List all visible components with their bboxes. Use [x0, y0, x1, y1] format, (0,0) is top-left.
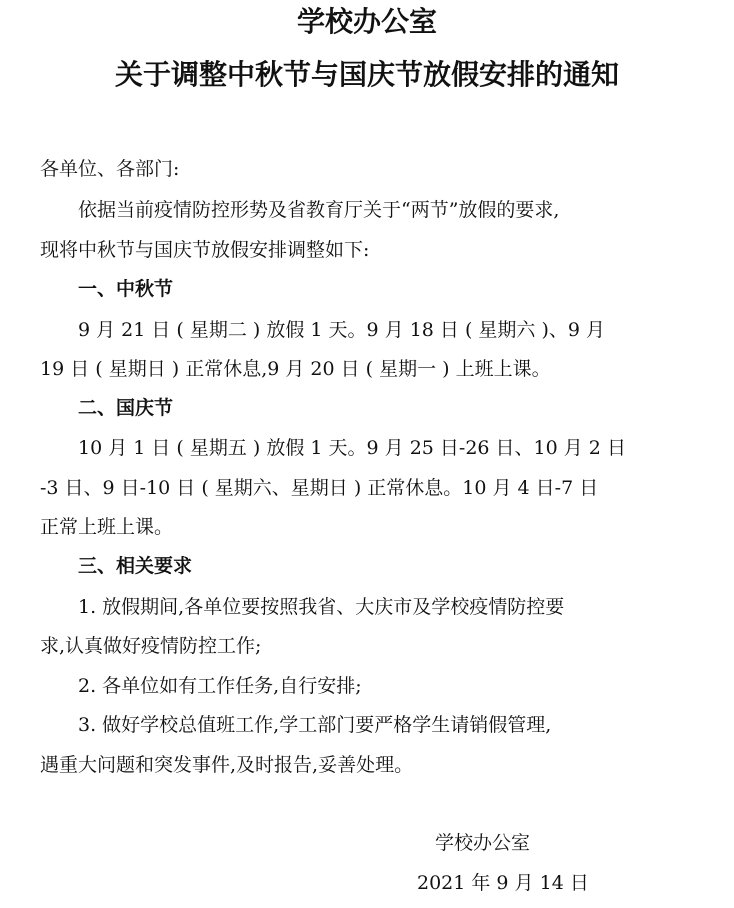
requirement-item-line: 2. 各单位如有工作任务,自行安排;	[78, 675, 362, 697]
section-heading-requirements: 三、相关要求	[78, 555, 193, 577]
signature-organization: 学校办公室	[435, 832, 531, 854]
requirement-item-line: 1. 放假期间,各单位要按照我省、大庆市及学校疫情防控要	[78, 596, 565, 618]
section-mid-autumn-line: 9 月 21 日 ( 星期二 ) 放假 1 天。9 月 18 日 ( 星期六 )、9 月	[78, 319, 605, 341]
document-title-line2: 关于调整中秋节与国庆节放假安排的通知	[114, 58, 619, 91]
section-heading-national-day: 二、国庆节	[78, 397, 174, 419]
salutation: 各单位、各部门:	[40, 158, 180, 180]
requirement-item-line: 求,认真做好疫情防控工作;	[40, 635, 262, 657]
intro-paragraph-line: 依据当前疫情防控形势及省教育厅关于“两节”放假的要求,	[78, 199, 560, 221]
requirement-item-line: 遇重大问题和突发事件,及时报告,妥善处理。	[40, 754, 414, 776]
document-title-line1: 学校办公室	[296, 5, 437, 38]
intro-paragraph-line: 现将中秋节与国庆节放假安排调整如下:	[40, 239, 370, 261]
section-national-day-line: -3 日、9 日-10 日 ( 星期六、星期日 ) 正常休息。10 月 4 日-7 日	[40, 477, 599, 499]
section-heading-mid-autumn: 一、中秋节	[78, 278, 174, 300]
requirement-item-line: 3. 做好学校总值班工作,学工部门要严格学生请销假管理,	[78, 714, 552, 736]
section-national-day-line: 10 月 1 日 ( 星期五 ) 放假 1 天。9 月 25 日-26 日、10 月 2 日	[78, 437, 626, 459]
section-national-day-line: 正常上班上课。	[40, 516, 174, 538]
signature-date: 2021 年 9 月 14 日	[417, 872, 589, 894]
section-mid-autumn-line: 19 日 ( 星期日 ) 正常休息,9 月 20 日 ( 星期一 ) 上班上课。	[40, 358, 551, 380]
